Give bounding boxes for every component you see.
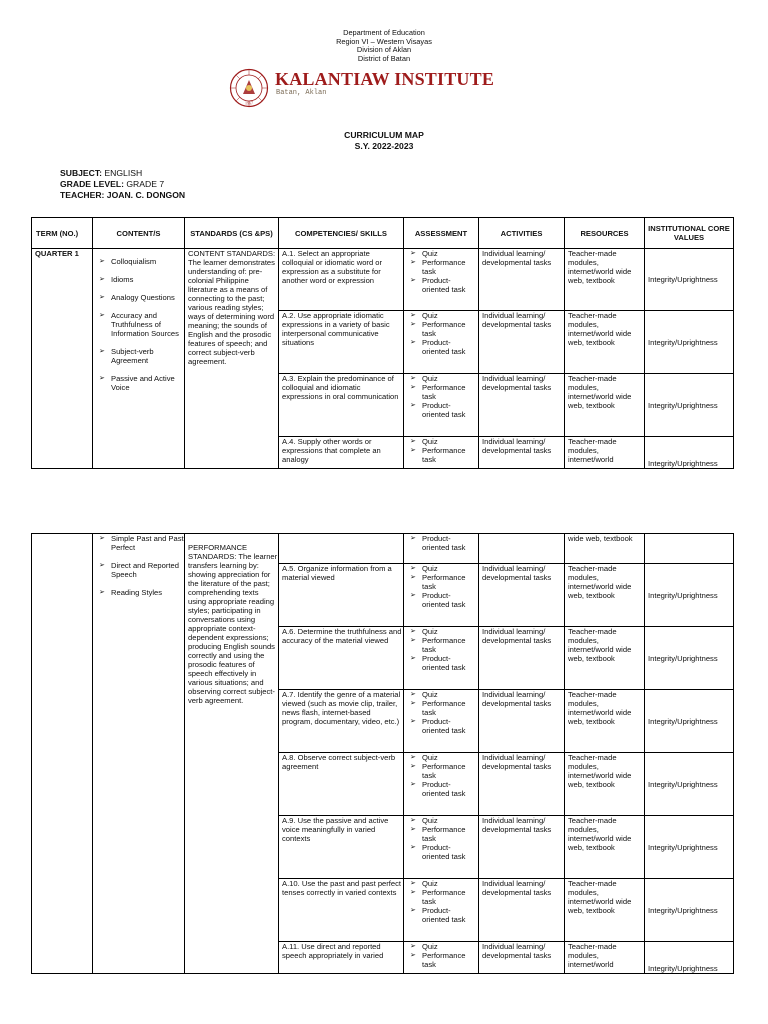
assessment-cell	[404, 564, 479, 627]
table-header-row	[32, 218, 734, 249]
grade-label: GRADE LEVEL:	[60, 179, 124, 189]
list-item: ➢ Analogy Questions	[96, 293, 184, 302]
competency-cell: A.11. Use direct and reported speech appropriately in varied	[279, 942, 404, 974]
activities-cell: Individual learning/ developmental tasks	[479, 753, 565, 816]
competency-cell: A.4. Supply other words or expressions that complete an analogy	[279, 437, 404, 469]
list-item: ➢ Product-oriented task	[407, 534, 478, 552]
list-item: ➢ Passive and Active Voice	[96, 374, 184, 392]
col-competencies: COMPETENCIES/ SKILLS	[279, 218, 404, 249]
col-contents: CONTENT/S	[93, 218, 185, 249]
list-item: ➢ Performance task	[407, 888, 478, 906]
list-item: ➢ Quiz	[407, 753, 478, 762]
list-item: ➢ Performance task	[407, 258, 478, 276]
list-item: ➢ Quiz	[407, 311, 478, 320]
resources-cell: Teacher-made modules, internet/world wide web, textbook	[565, 249, 645, 311]
list-item: ➢ Quiz	[407, 879, 478, 888]
col-standards: STANDARDS (CS &PS)	[185, 218, 279, 249]
competency-cell: A.10. Use the past and past perfect tenses correctly in varied contexts	[279, 879, 404, 942]
core-value-cell: Integrity/Uprightness	[645, 942, 734, 974]
quarter-cell-continued	[32, 534, 93, 974]
activities-cell: Individual learning/ developmental tasks	[479, 690, 565, 753]
activities-cell: Individual learning/ developmental tasks	[479, 374, 565, 437]
resources-cell: Teacher-made modules, internet/world wide web, textbook	[565, 627, 645, 690]
list-item: ➢ Idioms	[96, 275, 184, 284]
core-value-cell: Integrity/Uprightness	[645, 374, 734, 437]
resources-cell: Teacher-made modules, internet/world wide web, textbook	[565, 690, 645, 753]
institute-location: Batan, Aklan	[276, 89, 327, 97]
list-item: ➢ Performance task	[407, 636, 478, 654]
competency-cell	[279, 534, 404, 564]
core-value-cell: Integrity/Uprightness	[645, 816, 734, 879]
contents-cell	[93, 534, 185, 974]
list-item: ➢ Product-oriented task	[407, 717, 478, 735]
activities-cell	[479, 534, 565, 564]
list-item: ➢ Product-oriented task	[407, 843, 478, 861]
list-item: ➢ Product-oriented task	[407, 780, 478, 798]
resources-cell: Teacher-made modules, internet/world wide web, textbook	[565, 879, 645, 942]
curriculum-table-page1	[31, 217, 734, 469]
subject-line	[60, 168, 185, 179]
institute-name: KALANTIAW INSTITUTE	[275, 69, 495, 89]
resources-cell: Teacher-made modules, internet/world wide web, textbook	[565, 311, 645, 374]
list-item: ➢ Quiz	[407, 816, 478, 825]
header-line: Department of Education	[343, 28, 425, 37]
assessment-cell	[404, 534, 479, 564]
resources-cell: Teacher-made modules, internet/world wide web, textbook	[565, 374, 645, 437]
competency-cell: A.8. Observe correct subject-verb agreement	[279, 753, 404, 816]
list-item: ➢ Product-oriented task	[407, 401, 478, 419]
list-item: ➢ Product-oriented task	[407, 591, 478, 609]
teacher-value: JOAN. C. DONGON	[106, 190, 186, 200]
resources-cell: Teacher-made modules, internet/world wide web, textbook	[565, 753, 645, 816]
resources-cell: Teacher-made modules, internet/world	[565, 437, 645, 469]
list-item: ➢ Subject-verb Agreement	[96, 347, 184, 365]
performance-standards-cell: PERFORMANCE STANDARDS: The learner transfers learning by: showing appreciation for the literature of the past; comprehending texts using appropriate reading styles; participating in conversations using appropriate context-dependent expressions; producing English sounds correctly and using the prosodic features of speech effectively in various situations; and observing correct subject-verb agreement.	[185, 534, 279, 974]
header-line: Region VI – Western Visayas	[336, 36, 432, 46]
col-resources: RESOURCES	[565, 218, 645, 249]
core-value-cell: Integrity/Uprightness	[645, 879, 734, 942]
activities-cell: Individual learning/ developmental tasks	[479, 879, 565, 942]
competency-cell: A.6. Determine the truthfulness and accuracy of the material viewed	[279, 627, 404, 690]
activities-cell: Individual learning/ developmental tasks	[479, 564, 565, 627]
assessment-cell	[404, 627, 479, 690]
list-item: ➢ Direct and Reported Speech	[96, 561, 184, 579]
core-value-cell	[645, 534, 734, 564]
table-row	[32, 534, 734, 564]
document-title	[0, 130, 768, 152]
assessment-cell	[404, 816, 479, 879]
assessment-cell	[404, 374, 479, 437]
activities-cell: Individual learning/ developmental tasks	[479, 437, 565, 469]
col-core-values: INSTITUTIONAL CORE VALUES	[645, 218, 734, 249]
header-line: District of Batan	[357, 53, 411, 63]
table-row	[32, 249, 734, 311]
list-item: ➢ Product-oriented task	[407, 338, 478, 356]
assessment-cell	[404, 690, 479, 753]
quarter-cell: QUARTER 1	[32, 249, 93, 469]
activities-cell: Individual learning/ developmental tasks	[479, 311, 565, 374]
list-item: ➢ Product-oriented task	[407, 276, 478, 294]
content-standards-cell: CONTENT STANDARDS: The learner demonstrates understanding of: pre-colonial Philippine literature as a means of connecting to the past; various reading styles; ways of determining word meaning; the sounds of English and the prosodic features of speech; and correct subject-verb agreement.	[185, 249, 279, 469]
competency-cell: A.7. Identify the genre of a material viewed (such as movie clip, trailer, news flash, internet-based program, documentary, video, etc.)	[279, 690, 404, 753]
assessment-cell	[404, 437, 479, 469]
resources-cell: Teacher-made modules, internet/world wide web, textbook	[565, 816, 645, 879]
activities-cell: Individual learning/ developmental tasks	[479, 942, 565, 974]
list-item: ➢ Accuracy and Truthfulness of Information Sources	[96, 311, 184, 338]
kalantiaw-seal-logo	[229, 68, 269, 108]
resources-cell: Teacher-made modules, internet/world wide web, textbook	[565, 564, 645, 627]
teacher-line	[60, 190, 185, 201]
list-item: ➢ Performance task	[407, 825, 478, 843]
core-value-cell: Integrity/Uprightness	[645, 249, 734, 311]
list-item: ➢ Quiz	[407, 690, 478, 699]
col-term: TERM (NO.)	[32, 218, 93, 249]
teacher-label: TEACHER:	[60, 190, 105, 200]
list-item: ➢ Performance task	[407, 383, 478, 401]
subject-info	[60, 168, 185, 201]
core-value-cell: Integrity/Uprightness	[645, 753, 734, 816]
core-value-cell: Integrity/Uprightness	[645, 437, 734, 469]
title-line: CURRICULUM MAP	[344, 130, 424, 140]
resources-cell: wide web, textbook	[565, 534, 645, 564]
logo-year: 1967	[245, 100, 253, 106]
competency-cell: A.1. Select an appropriate colloquial or idiomatic word or expression as a substitute for another word or expression	[279, 249, 404, 311]
grade-value: GRADE 7	[126, 179, 165, 189]
list-item: ➢ Quiz	[407, 249, 478, 258]
assessment-cell	[404, 753, 479, 816]
activities-cell: Individual learning/ developmental tasks	[479, 816, 565, 879]
core-value-cell: Integrity/Uprightness	[645, 627, 734, 690]
header-line: Division of Aklan	[356, 45, 412, 55]
subject-label: SUBJECT:	[60, 168, 103, 178]
assessment-cell	[404, 879, 479, 942]
list-item: ➢ Reading Styles	[96, 588, 184, 597]
list-item: ➢ Performance task	[407, 951, 478, 969]
competency-cell: A.5. Organize information from a material viewed	[279, 564, 404, 627]
contents-cell	[93, 249, 185, 469]
activities-cell: Individual learning/ developmental tasks	[479, 627, 565, 690]
competency-cell: A.3. Explain the predominance of colloquial and idiomatic expressions in oral communication	[279, 374, 404, 437]
list-item: ➢ Quiz	[407, 627, 478, 636]
list-item: ➢ Performance task	[407, 762, 478, 780]
list-item: ➢ Product-oriented task	[407, 654, 478, 672]
list-item: ➢ Quiz	[407, 942, 478, 951]
deped-header	[0, 29, 768, 63]
list-item: ➢ Colloquialism	[96, 257, 184, 266]
assessment-cell	[404, 311, 479, 374]
resources-cell: Teacher-made modules, internet/world	[565, 942, 645, 974]
list-item: ➢ Simple Past and Past Perfect	[96, 534, 184, 552]
assessment-cell	[404, 249, 479, 311]
list-item: ➢ Quiz	[407, 437, 478, 446]
core-value-cell: Integrity/Uprightness	[645, 564, 734, 627]
grade-line	[60, 179, 185, 190]
competency-cell: A.9. Use the passive and active voice meaningfully in varied contexts	[279, 816, 404, 879]
core-value-cell: Integrity/Uprightness	[645, 311, 734, 374]
activities-cell: Individual learning/ developmental tasks	[479, 249, 565, 311]
curriculum-table-page2	[31, 533, 734, 974]
subject-value: ENGLISH	[104, 168, 143, 178]
col-activities: ACTIVITIES	[479, 218, 565, 249]
list-item: ➢ Quiz	[407, 374, 478, 383]
col-assessment: ASSESSMENT	[404, 218, 479, 249]
list-item: ➢ Quiz	[407, 564, 478, 573]
core-value-cell: Integrity/Uprightness	[645, 690, 734, 753]
list-item: ➢ Performance task	[407, 573, 478, 591]
list-item: ➢ Performance task	[407, 320, 478, 338]
list-item: ➢ Performance task	[407, 446, 478, 464]
competency-cell: A.2. Use appropriate idiomatic expressions in a variety of basic interpersonal communicative situations	[279, 311, 404, 374]
list-item: ➢ Performance task	[407, 699, 478, 717]
list-item: ➢ Product-oriented task	[407, 906, 478, 924]
school-year: S.Y. 2022-2023	[354, 141, 414, 151]
assessment-cell	[404, 942, 479, 974]
